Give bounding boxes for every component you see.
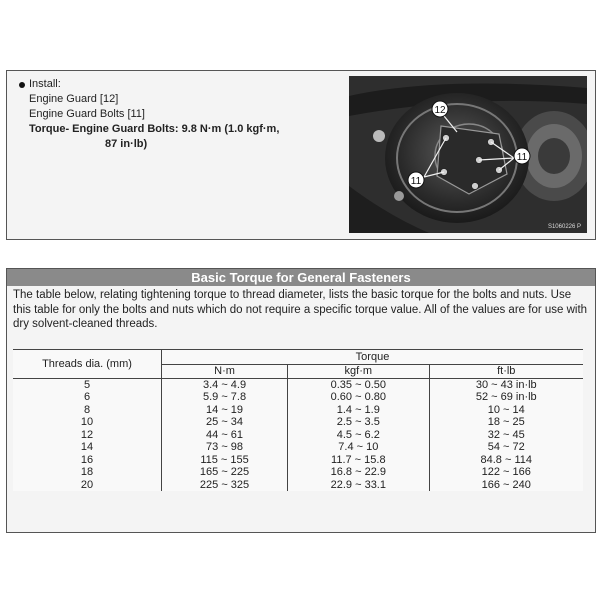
torque-nm-cell: 73 ~ 98	[162, 441, 288, 454]
unit-header-kgfm: kgf·m	[288, 365, 429, 379]
torque-nm-cell: 225 ~ 325	[162, 479, 288, 492]
install-panel	[6, 70, 596, 240]
table-row	[13, 429, 583, 442]
thread-dia-cell: 5	[13, 378, 162, 391]
torque-table-heading: Basic Torque for General Fasteners	[7, 269, 595, 286]
torque-table-panel	[6, 268, 596, 533]
torque-nm-cell: 25 ~ 34	[162, 416, 288, 429]
torque-spec-line-2: 87 in·lb)	[105, 138, 148, 150]
table-row	[13, 404, 583, 417]
table-row	[13, 441, 583, 454]
torque-ftlb-cell: 18 ~ 25	[487, 416, 525, 428]
thread-dia-cell: 8	[13, 404, 162, 417]
thread-dia-cell: 14	[13, 441, 162, 454]
torque-nm-cell: 115 ~ 155	[162, 454, 288, 467]
table-row	[13, 391, 583, 404]
install-item-engine-guard: Engine Guard [12]	[29, 93, 119, 105]
thread-dia-cell: 20	[13, 479, 162, 492]
install-item-engine-guard-bolts: Engine Guard Bolts [11]	[29, 108, 145, 120]
unit-header-nm: N·m	[162, 365, 288, 379]
install-instructions	[19, 77, 349, 152]
torque-ftlb-cell: 30 ~ 43 in·lb	[475, 378, 537, 391]
torque-ftlb-cell: 54 ~ 72	[487, 441, 525, 453]
table-row	[13, 454, 583, 467]
engine-guard-photo-drawing	[349, 76, 587, 233]
callout-11-right-label: 11	[516, 152, 528, 163]
engine-guard-photo	[349, 76, 587, 233]
table-header-row-1	[13, 350, 583, 365]
torque-kgfm-cell: 11.7 ~ 15.8	[288, 454, 429, 467]
install-heading-line	[19, 77, 349, 92]
thread-dia-cell: 12	[13, 429, 162, 442]
callout-11-left	[408, 172, 424, 188]
callout-12	[432, 101, 448, 117]
callout-12-label: 12	[434, 105, 446, 116]
torque-nm-cell: 3.4 ~ 4.9	[162, 378, 288, 391]
torque-nm-cell: 44 ~ 61	[162, 429, 288, 442]
torque-ftlb-cell: 84.8 ~ 114	[480, 453, 532, 466]
photo-code: S1060226 P	[547, 224, 581, 230]
torque-kgfm-cell: 0.60 ~ 0.80	[288, 391, 429, 404]
torque-nm-cell: 165 ~ 225	[162, 466, 288, 479]
callout-11-left-label: 11	[410, 176, 422, 187]
torque-kgfm-cell: 4.5 ~ 6.2	[288, 429, 429, 442]
torque-kgfm-cell: 1.4 ~ 1.9	[288, 404, 429, 417]
torque-table-intro: The table below, relating tightening torque to thread diameter, lists the basic torque for the bolts and nuts. Use this table for only the bolts and nuts which do not require a specific torque value. All of the values are for use with dry solvent-cleaned threads.	[13, 289, 588, 330]
table-row	[13, 378, 583, 391]
thread-dia-header: Threads dia. (mm)	[13, 350, 162, 379]
torque-kgfm-cell: 22.9 ~ 33.1	[288, 479, 429, 492]
thread-dia-cell: 6	[13, 391, 162, 404]
torque-table	[13, 349, 583, 491]
torque-ftlb-cell: 122 ~ 166	[481, 466, 531, 478]
torque-nm-cell: 14 ~ 19	[162, 404, 288, 417]
torque-spec-line-1: Torque- Engine Guard Bolts: 9.8 N·m (1.0 kgf·m,	[29, 123, 280, 135]
torque-kgfm-cell: 0.35 ~ 0.50	[288, 378, 429, 391]
torque-kgfm-cell: 2.5 ~ 3.5	[288, 416, 429, 429]
callout-11-right	[514, 148, 530, 164]
table-row	[13, 416, 583, 429]
torque-table-body	[13, 378, 583, 491]
thread-dia-cell: 10	[13, 416, 162, 429]
bullet-icon	[19, 82, 25, 88]
thread-dia-cell: 18	[13, 466, 162, 479]
torque-ftlb-cell: 32 ~ 45	[487, 428, 525, 441]
torque-ftlb-cell: 52 ~ 69 in·lb	[475, 391, 537, 403]
table-row	[13, 479, 583, 492]
thread-dia-cell: 16	[13, 454, 162, 467]
torque-header: Torque	[162, 350, 584, 365]
unit-header-ftlb: ft·lb	[429, 365, 583, 379]
torque-nm-cell: 5.9 ~ 7.8	[162, 391, 288, 404]
torque-ftlb-cell: 166 ~ 240	[481, 478, 531, 491]
table-row	[13, 466, 583, 479]
torque-ftlb-cell: 10 ~ 14	[487, 403, 525, 416]
torque-kgfm-cell: 7.4 ~ 10	[288, 441, 429, 454]
torque-kgfm-cell: 16.8 ~ 22.9	[288, 466, 429, 479]
install-heading: Install:	[29, 78, 61, 90]
